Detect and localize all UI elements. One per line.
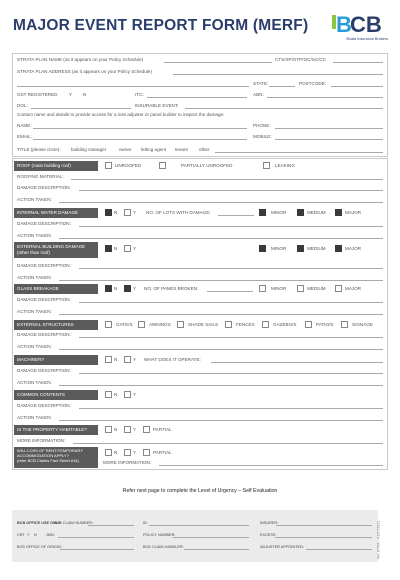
what-operate-field[interactable] bbox=[211, 362, 383, 363]
strata-plan-address-label: STRATA PLAN ADDRESS (as it appears on your Policy Schedule) bbox=[17, 69, 152, 74]
glass-breakage-band: GLASS BREAKAGE bbox=[14, 284, 98, 294]
jmn-label: JMN: bbox=[46, 533, 55, 537]
machinery-action-taken-field[interactable] bbox=[59, 385, 383, 386]
glass-medium-label: MEDIUM bbox=[307, 286, 326, 291]
ebd-minor-checkbox[interactable] bbox=[259, 245, 266, 252]
iwd-n-label: N bbox=[114, 210, 118, 215]
insurable-event-label: INSURABLE EVENT: bbox=[135, 103, 179, 108]
panes-broken-field[interactable] bbox=[207, 291, 253, 292]
postcode-field[interactable] bbox=[331, 86, 383, 87]
contents-damage-description-label: DAMAGE DESCRIPTION: bbox=[17, 403, 71, 408]
machinery-damage-description-label: DAMAGE DESCRIPTION: bbox=[17, 368, 71, 373]
cts-field[interactable] bbox=[333, 62, 383, 63]
leaking-label: LEAKING bbox=[275, 163, 295, 168]
machinery-damage-description-field[interactable] bbox=[79, 373, 383, 374]
bcb-logo bbox=[332, 12, 390, 42]
external-building-damage-band bbox=[14, 242, 98, 258]
awnings-checkbox[interactable] bbox=[138, 321, 145, 328]
what-operate-label: WHAT DOES IT OPERATE: bbox=[144, 357, 201, 362]
contact-instructions: Contact name and details to provide access for a loss adjuster or panel builder to inspect the damage: bbox=[17, 112, 225, 117]
glass-damage-description-label: DAMAGE DESCRIPTION: bbox=[17, 297, 71, 302]
rent-partial-checkbox[interactable] bbox=[143, 449, 150, 456]
ebd-major-checkbox[interactable] bbox=[335, 245, 342, 252]
machinery-band: MACHINERY bbox=[14, 355, 98, 365]
machinery-n-checkbox[interactable] bbox=[105, 356, 112, 363]
es-action-taken-label: ACTION TAKEN: bbox=[17, 344, 52, 349]
gst-y-option[interactable]: Y bbox=[69, 92, 73, 97]
loss-of-rent-band bbox=[14, 447, 98, 468]
gst-registered-label: GST REGISTERED bbox=[17, 92, 58, 97]
strata-plan-name-label: STRATA PLAN NAME (as it appears on your Policy Schedule) bbox=[17, 57, 144, 62]
ebd-medium-label: MEDIUM bbox=[307, 246, 326, 251]
habitable-band: IS THE PROPERTY HABITABLE? bbox=[14, 425, 98, 435]
strata-plan-address-field[interactable] bbox=[173, 74, 383, 75]
ebd-medium-checkbox[interactable] bbox=[297, 245, 304, 252]
postcode-label: POSTCODE: bbox=[299, 81, 327, 86]
es-damage-description-label: DAMAGE DESCRIPTION: bbox=[17, 332, 71, 337]
iwd-y-checkbox[interactable] bbox=[124, 209, 131, 216]
gst-n-option[interactable]: N bbox=[83, 92, 87, 97]
rent-band-line-2: ACCOMMODATION APPLY? bbox=[17, 453, 69, 458]
roof-damage-description-label: DAMAGE DESCRIPTION: bbox=[17, 185, 71, 190]
title-other-field[interactable] bbox=[215, 152, 383, 153]
iwd-action-taken-field[interactable] bbox=[59, 238, 383, 239]
insurer-field[interactable] bbox=[276, 525, 372, 526]
policy-number-label: POLICY NUMBER: bbox=[143, 533, 176, 537]
glass-y-label: Y bbox=[133, 286, 137, 291]
title-option-owner[interactable]: owner bbox=[119, 147, 132, 152]
contents-action-taken-field[interactable] bbox=[59, 420, 383, 421]
rent-n-checkbox[interactable] bbox=[105, 449, 112, 456]
ebd-n-label: N bbox=[114, 246, 118, 251]
glass-medium-checkbox[interactable] bbox=[297, 285, 304, 292]
lots-damage-field[interactable] bbox=[218, 215, 254, 216]
rent-y-label: Y bbox=[133, 450, 137, 455]
glass-damage-description-field[interactable] bbox=[79, 302, 383, 303]
contents-n-label: N bbox=[114, 392, 118, 397]
rent-n-label: N bbox=[114, 450, 118, 455]
gazebos-checkbox[interactable] bbox=[262, 321, 269, 328]
habitable-more-info-label: MORE INFORMATION: bbox=[17, 438, 66, 443]
excess-label: EXCESS: bbox=[260, 533, 277, 537]
id-field[interactable] bbox=[149, 525, 249, 526]
contents-action-taken-label: ACTION TAKEN: bbox=[17, 415, 52, 420]
logo-letter-b: B bbox=[336, 12, 352, 37]
ebd-minor-label: MINOR bbox=[271, 246, 287, 251]
office-use-label: BCB OFFICE USE ONLY: bbox=[17, 521, 62, 525]
roofing-material-label: ROOFING MATERIAL: bbox=[17, 174, 64, 179]
office-of-origin-label: BCB OFFICE OF ORIGIN: bbox=[17, 545, 62, 549]
email-label: EMAIL: bbox=[17, 134, 33, 139]
gates-checkbox[interactable] bbox=[105, 321, 112, 328]
rent-y-checkbox[interactable] bbox=[124, 449, 131, 456]
contents-y-label: Y bbox=[133, 392, 137, 397]
ebd-damage-description-field[interactable] bbox=[79, 268, 383, 269]
habitable-partial-checkbox[interactable] bbox=[143, 426, 150, 433]
email-field[interactable] bbox=[33, 139, 247, 140]
itc-field[interactable] bbox=[147, 97, 247, 98]
habitable-n-label: N bbox=[114, 427, 118, 432]
iwd-minor-label: MINOR bbox=[271, 210, 287, 215]
gates-label: GATE/S bbox=[116, 322, 133, 327]
iwd-damage-description-label: DAMAGE DESCRIPTION: bbox=[17, 221, 71, 226]
excess-field[interactable] bbox=[275, 537, 372, 538]
abn-field[interactable] bbox=[267, 97, 383, 98]
dol-field[interactable] bbox=[31, 108, 131, 109]
claim-number-field[interactable] bbox=[88, 525, 134, 526]
roof-action-taken-label: ACTION TAKEN: bbox=[17, 197, 52, 202]
phone-label: PHONE: bbox=[253, 123, 271, 128]
title-option-tenant[interactable]: tenant bbox=[175, 147, 188, 152]
insurer-label: INSURER: bbox=[260, 521, 279, 525]
iwd-action-taken-label: ACTION TAKEN: bbox=[17, 233, 52, 238]
habitable-more-info-field[interactable] bbox=[73, 443, 383, 444]
details-section bbox=[12, 53, 388, 157]
roof-damage-description-field[interactable] bbox=[79, 190, 383, 191]
mobile-label: MOBILE: bbox=[253, 134, 272, 139]
ebd-damage-description-label: DAMAGE DESCRIPTION: bbox=[17, 263, 71, 268]
ebd-major-label: MAJOR bbox=[345, 246, 362, 251]
ebd-band-subtitle: (other than roof) bbox=[17, 250, 50, 255]
machinery-n-label: N bbox=[114, 357, 118, 362]
signage-checkbox[interactable] bbox=[341, 321, 348, 328]
lots-damage-label: NO. OF LOTS WITH DAMAGE: bbox=[146, 210, 211, 215]
refer-next-page-text: Refer next page to complete the Level of Urgency – Self Evaluation bbox=[122, 488, 278, 494]
claim-handler-field[interactable] bbox=[184, 549, 249, 550]
iwd-minor-checkbox[interactable] bbox=[259, 209, 266, 216]
title-option-other[interactable]: other bbox=[199, 147, 210, 152]
page-header bbox=[0, 0, 400, 46]
adjuster-appointed-label: ADJUSTER APPOINTED: bbox=[260, 545, 304, 549]
ebd-action-taken-label: ACTION TAKEN: bbox=[17, 275, 52, 280]
office-of-origin-field[interactable] bbox=[60, 549, 134, 550]
habitable-partial-label: PARTIAL bbox=[153, 427, 172, 432]
state-field[interactable] bbox=[269, 86, 295, 87]
logo-tagline: Strata Insurance Brokers bbox=[346, 37, 388, 41]
iwd-medium-label: MEDIUM bbox=[307, 210, 326, 215]
ebd-n-checkbox[interactable] bbox=[105, 245, 112, 252]
glass-minor-checkbox[interactable] bbox=[259, 285, 266, 292]
roof-action-taken-field[interactable] bbox=[59, 202, 383, 203]
glass-action-taken-label: ACTION TAKEN: bbox=[17, 309, 52, 314]
ebd-action-taken-field[interactable] bbox=[59, 280, 383, 281]
habitable-y-checkbox[interactable] bbox=[124, 426, 131, 433]
contents-n-checkbox[interactable] bbox=[105, 391, 112, 398]
crt-y-option[interactable]: Y bbox=[27, 533, 30, 537]
roofing-material-field[interactable] bbox=[71, 179, 383, 180]
glass-n-checkbox[interactable] bbox=[105, 285, 112, 292]
awnings-label: AWNINGS bbox=[149, 322, 171, 327]
unroofed-checkbox[interactable] bbox=[105, 162, 112, 169]
itc-label: ITC: bbox=[135, 92, 144, 97]
name-label: NAME: bbox=[17, 123, 32, 128]
iwd-major-label: MAJOR bbox=[345, 210, 362, 215]
title-option-building-manager[interactable]: building manager bbox=[71, 147, 107, 152]
habitable-n-checkbox[interactable] bbox=[105, 426, 112, 433]
partially-unroofed-checkbox[interactable] bbox=[159, 162, 166, 169]
damage-section bbox=[12, 158, 388, 470]
glass-major-checkbox[interactable] bbox=[335, 285, 342, 292]
glass-minor-label: MINOR bbox=[271, 286, 287, 291]
leaking-checkbox[interactable] bbox=[263, 162, 270, 169]
habitable-y-label: Y bbox=[133, 427, 137, 432]
glass-major-label: MAJOR bbox=[345, 286, 362, 291]
patios-checkbox[interactable] bbox=[305, 321, 312, 328]
claim-handler-label: BCB CLAIM HANDLER: bbox=[143, 545, 184, 549]
rent-partial-label: PARTIAL bbox=[153, 450, 172, 455]
es-action-taken-field[interactable] bbox=[59, 349, 383, 350]
dol-label: DOL: bbox=[17, 103, 28, 108]
rent-band-line-3: (refer BCB Claims Fact Sheet #16) bbox=[17, 458, 79, 463]
rent-more-info-label: MORE INFORMATION: bbox=[103, 460, 152, 465]
gazebos-label: GAZEBO/S bbox=[273, 322, 297, 327]
crt-label: CRT bbox=[17, 533, 25, 537]
state-label: STATE: bbox=[253, 81, 269, 86]
panes-broken-label: NO. OF PANES BROKEN: bbox=[144, 286, 199, 291]
glass-n-label: N bbox=[114, 286, 118, 291]
common-contents-band: COMMON CONTENTS bbox=[14, 390, 98, 400]
cts-label: CTS/SP/GTP/OC/SC/CC bbox=[275, 57, 327, 62]
ebd-y-label: Y bbox=[133, 246, 137, 251]
insurable-event-field[interactable] bbox=[185, 108, 383, 109]
iwd-n-checkbox[interactable] bbox=[105, 209, 112, 216]
address-line-2-field[interactable] bbox=[17, 86, 249, 87]
external-structures-band: EXTERNAL STRUCTURES bbox=[14, 320, 98, 330]
form-title: MAJOR EVENT REPORT FORM (MERF) bbox=[13, 17, 309, 34]
shade-sails-label: SHADE SAILS bbox=[188, 322, 219, 327]
iwd-damage-description-field[interactable] bbox=[79, 226, 383, 227]
id-label: ID: bbox=[143, 521, 148, 525]
document-version-text: Ver. 07/PA – 01/07/2021 bbox=[376, 520, 381, 560]
mobile-field[interactable] bbox=[275, 139, 383, 140]
ebd-y-checkbox[interactable] bbox=[124, 245, 131, 252]
machinery-action-taken-label: ACTION TAKEN: bbox=[17, 380, 52, 385]
internal-water-damage-band: INTERNAL WATER DAMAGE bbox=[14, 208, 98, 218]
claim-number-label: BCB CLAIM NUMBER: bbox=[54, 521, 94, 525]
ebd-band-title: EXTERNAL BUILDING DAMAGE bbox=[17, 244, 86, 249]
title-label: TITLE (please circle): bbox=[17, 147, 61, 152]
patios-label: PATIO/S bbox=[316, 322, 334, 327]
phone-field[interactable] bbox=[275, 128, 383, 129]
shade-sails-checkbox[interactable] bbox=[177, 321, 184, 328]
contents-y-checkbox[interactable] bbox=[124, 391, 131, 398]
signage-label: SIGNAGE bbox=[352, 322, 373, 327]
glass-y-checkbox[interactable] bbox=[124, 285, 131, 292]
machinery-y-checkbox[interactable] bbox=[124, 356, 131, 363]
name-field[interactable] bbox=[33, 128, 247, 129]
fences-checkbox[interactable] bbox=[225, 321, 232, 328]
document-version-code bbox=[376, 512, 389, 572]
machinery-y-label: Y bbox=[133, 357, 137, 362]
adjuster-appointed-field[interactable] bbox=[306, 549, 372, 550]
fences-label: FENCES bbox=[236, 322, 255, 327]
rent-more-info-field[interactable] bbox=[159, 465, 383, 466]
es-damage-description-field[interactable] bbox=[79, 337, 383, 338]
title-option-letting-agent[interactable]: letting agent bbox=[141, 147, 167, 152]
unroofed-label: UNROOFED bbox=[115, 163, 142, 168]
iwd-medium-checkbox[interactable] bbox=[297, 209, 304, 216]
iwd-major-checkbox[interactable] bbox=[335, 209, 342, 216]
strata-plan-name-field[interactable] bbox=[164, 62, 272, 63]
partially-unroofed-label: PARTIALLY UNROOFED bbox=[181, 163, 233, 168]
iwd-y-label: Y bbox=[133, 210, 137, 215]
logo-letters-cb: CB bbox=[350, 12, 382, 37]
crt-n-option[interactable]: N bbox=[34, 533, 37, 537]
roof-band: ROOF (main building roof) bbox=[14, 161, 98, 171]
abn-label: ABN: bbox=[253, 92, 264, 97]
rent-band-line-1: WILL LOSS OF RENT/TEMPORARY bbox=[17, 448, 84, 453]
contents-damage-description-field[interactable] bbox=[79, 408, 383, 409]
glass-action-taken-field[interactable] bbox=[59, 314, 383, 315]
jmn-field[interactable] bbox=[58, 537, 134, 538]
policy-number-field[interactable] bbox=[173, 537, 249, 538]
